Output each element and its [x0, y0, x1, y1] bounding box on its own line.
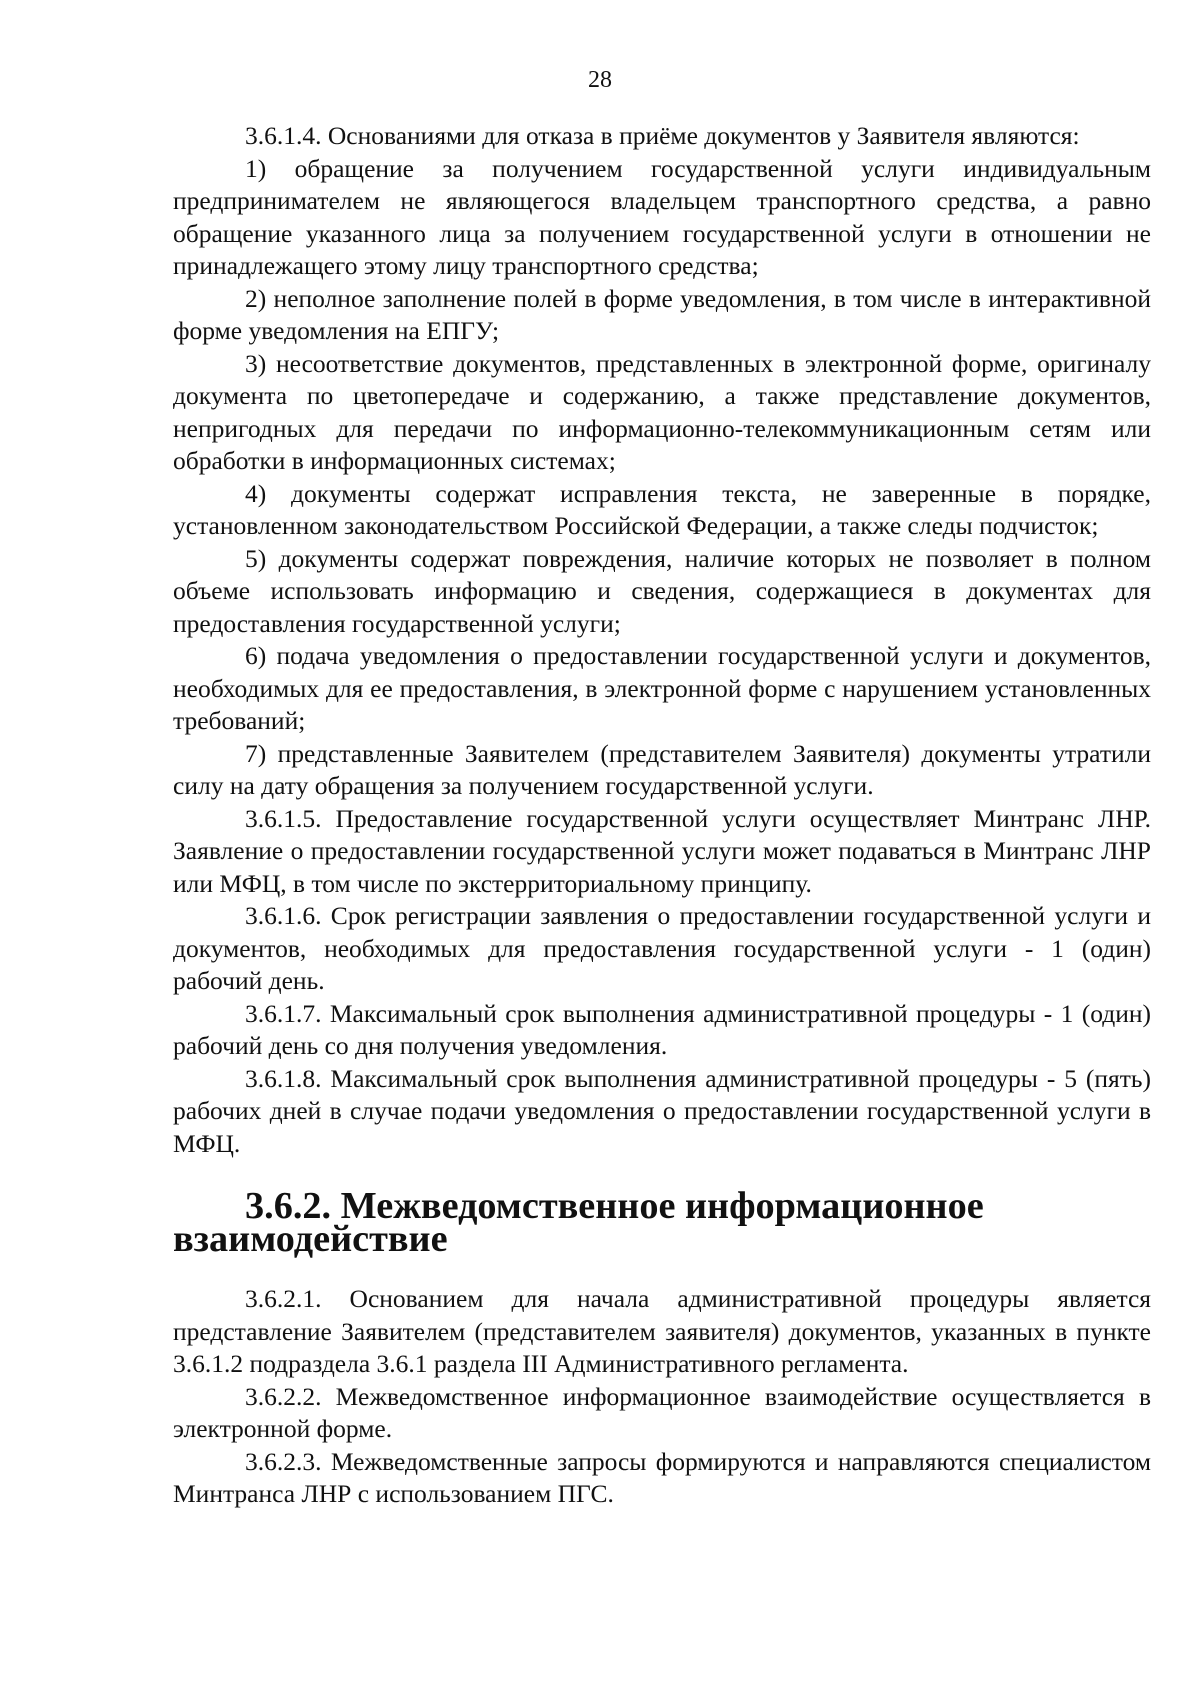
paragraph-3-6-1-8: 3.6.1.8. Максимальный срок выполнения административной процедуры - 5 (пять) рабочих дней в случае подачи уведомления о предоставлении государственной услуги в МФЦ. [173, 1063, 1151, 1158]
list-item-1: 1) обращение за получением государственной услуги индивидуальным предпринимателем не являющегося владельцем транспортного средства, а равно обращение указанного лица за получением государственной услуги в отношении не принадлежащего этому лицу транспортного средства; [173, 153, 1151, 280]
paragraph-3-6-2-3: 3.6.2.3. Межведомственные запросы формируются и направляются специалистом Минтранса ЛНР с использованием ПГС. [173, 1446, 1151, 1508]
list-item-2: 2) неполное заполнение полей в форме уведомления, в том числе в интерактивной форме уведомления на ЕПГУ; [173, 283, 1151, 345]
page-number: 28 [588, 67, 612, 93]
list-item-5: 5) документы содержат повреждения, наличие которых не позволяет в полном объеме использовать информацию и сведения, содержащиеся в документах для предоставления государственной услуги; [173, 543, 1151, 638]
section-heading-3-6-2: 3.6.2. Межведомственное информационное взаимодействие [173, 1185, 984, 1260]
list-item-3: 3) несоответствие документов, представленных в электронной форме, оригиналу документа по цветопередаче и содержанию, а также представление документов, непригодных для передачи по информационно-телекоммуникационным сетям или обработки в информационных системах; [173, 348, 1151, 475]
list-item-7: 7) представленные Заявителем (представителем Заявителя) документы утратили силу на дату обращения за получением государственной услуги. [173, 738, 1151, 800]
paragraph-3-6-2-2: 3.6.2.2. Межведомственное информационное взаимодействие осуществляется в электронной форме. [173, 1381, 1151, 1443]
paragraph-3-6-1-4: 3.6.1.4. Основаниями для отказа в приёме документов у Заявителя являются: [245, 121, 1080, 150]
paragraph-3-6-1-6: 3.6.1.6. Срок регистрации заявления о предоставлении государственной услуги и документов, необходимых для предоставления государственной услуги - 1 (один) рабочий день. [173, 901, 1151, 995]
paragraph-3-6-2-1: 3.6.2.1. Основанием для начала административной процедуры является представление Заявителем (представителем заявителя) документов, указанных в пункте 3.6.1.2 подраздела 3.6.1 раздела III Административного регламента. [173, 1284, 1151, 1378]
document-body [173, 120, 1151, 1511]
paragraph-3-6-1-5: 3.6.1.5. Предоставление государственной услуги осуществляет Минтранс ЛНР. Заявление о предоставлении государственной услуги может подаваться в Минтранс ЛНР или МФЦ, в том числе по экстерриториальному принципу. [173, 803, 1151, 898]
list-item-6: 6) подача уведомления о предоставлении государственной услуги и документов, необходимых для ее предоставления, в электронной форме с нарушением установленных требований; [173, 641, 1151, 735]
paragraph-3-6-1-7: 3.6.1.7. Максимальный срок выполнения административной процедуры - 1 (один) рабочий день со дня получения уведомления. [173, 998, 1151, 1060]
list-item-4: 4) документы содержат исправления текста, не заверенные в порядке, установленном законодательством Российской Федерации, а также следы подчисток; [173, 478, 1151, 540]
